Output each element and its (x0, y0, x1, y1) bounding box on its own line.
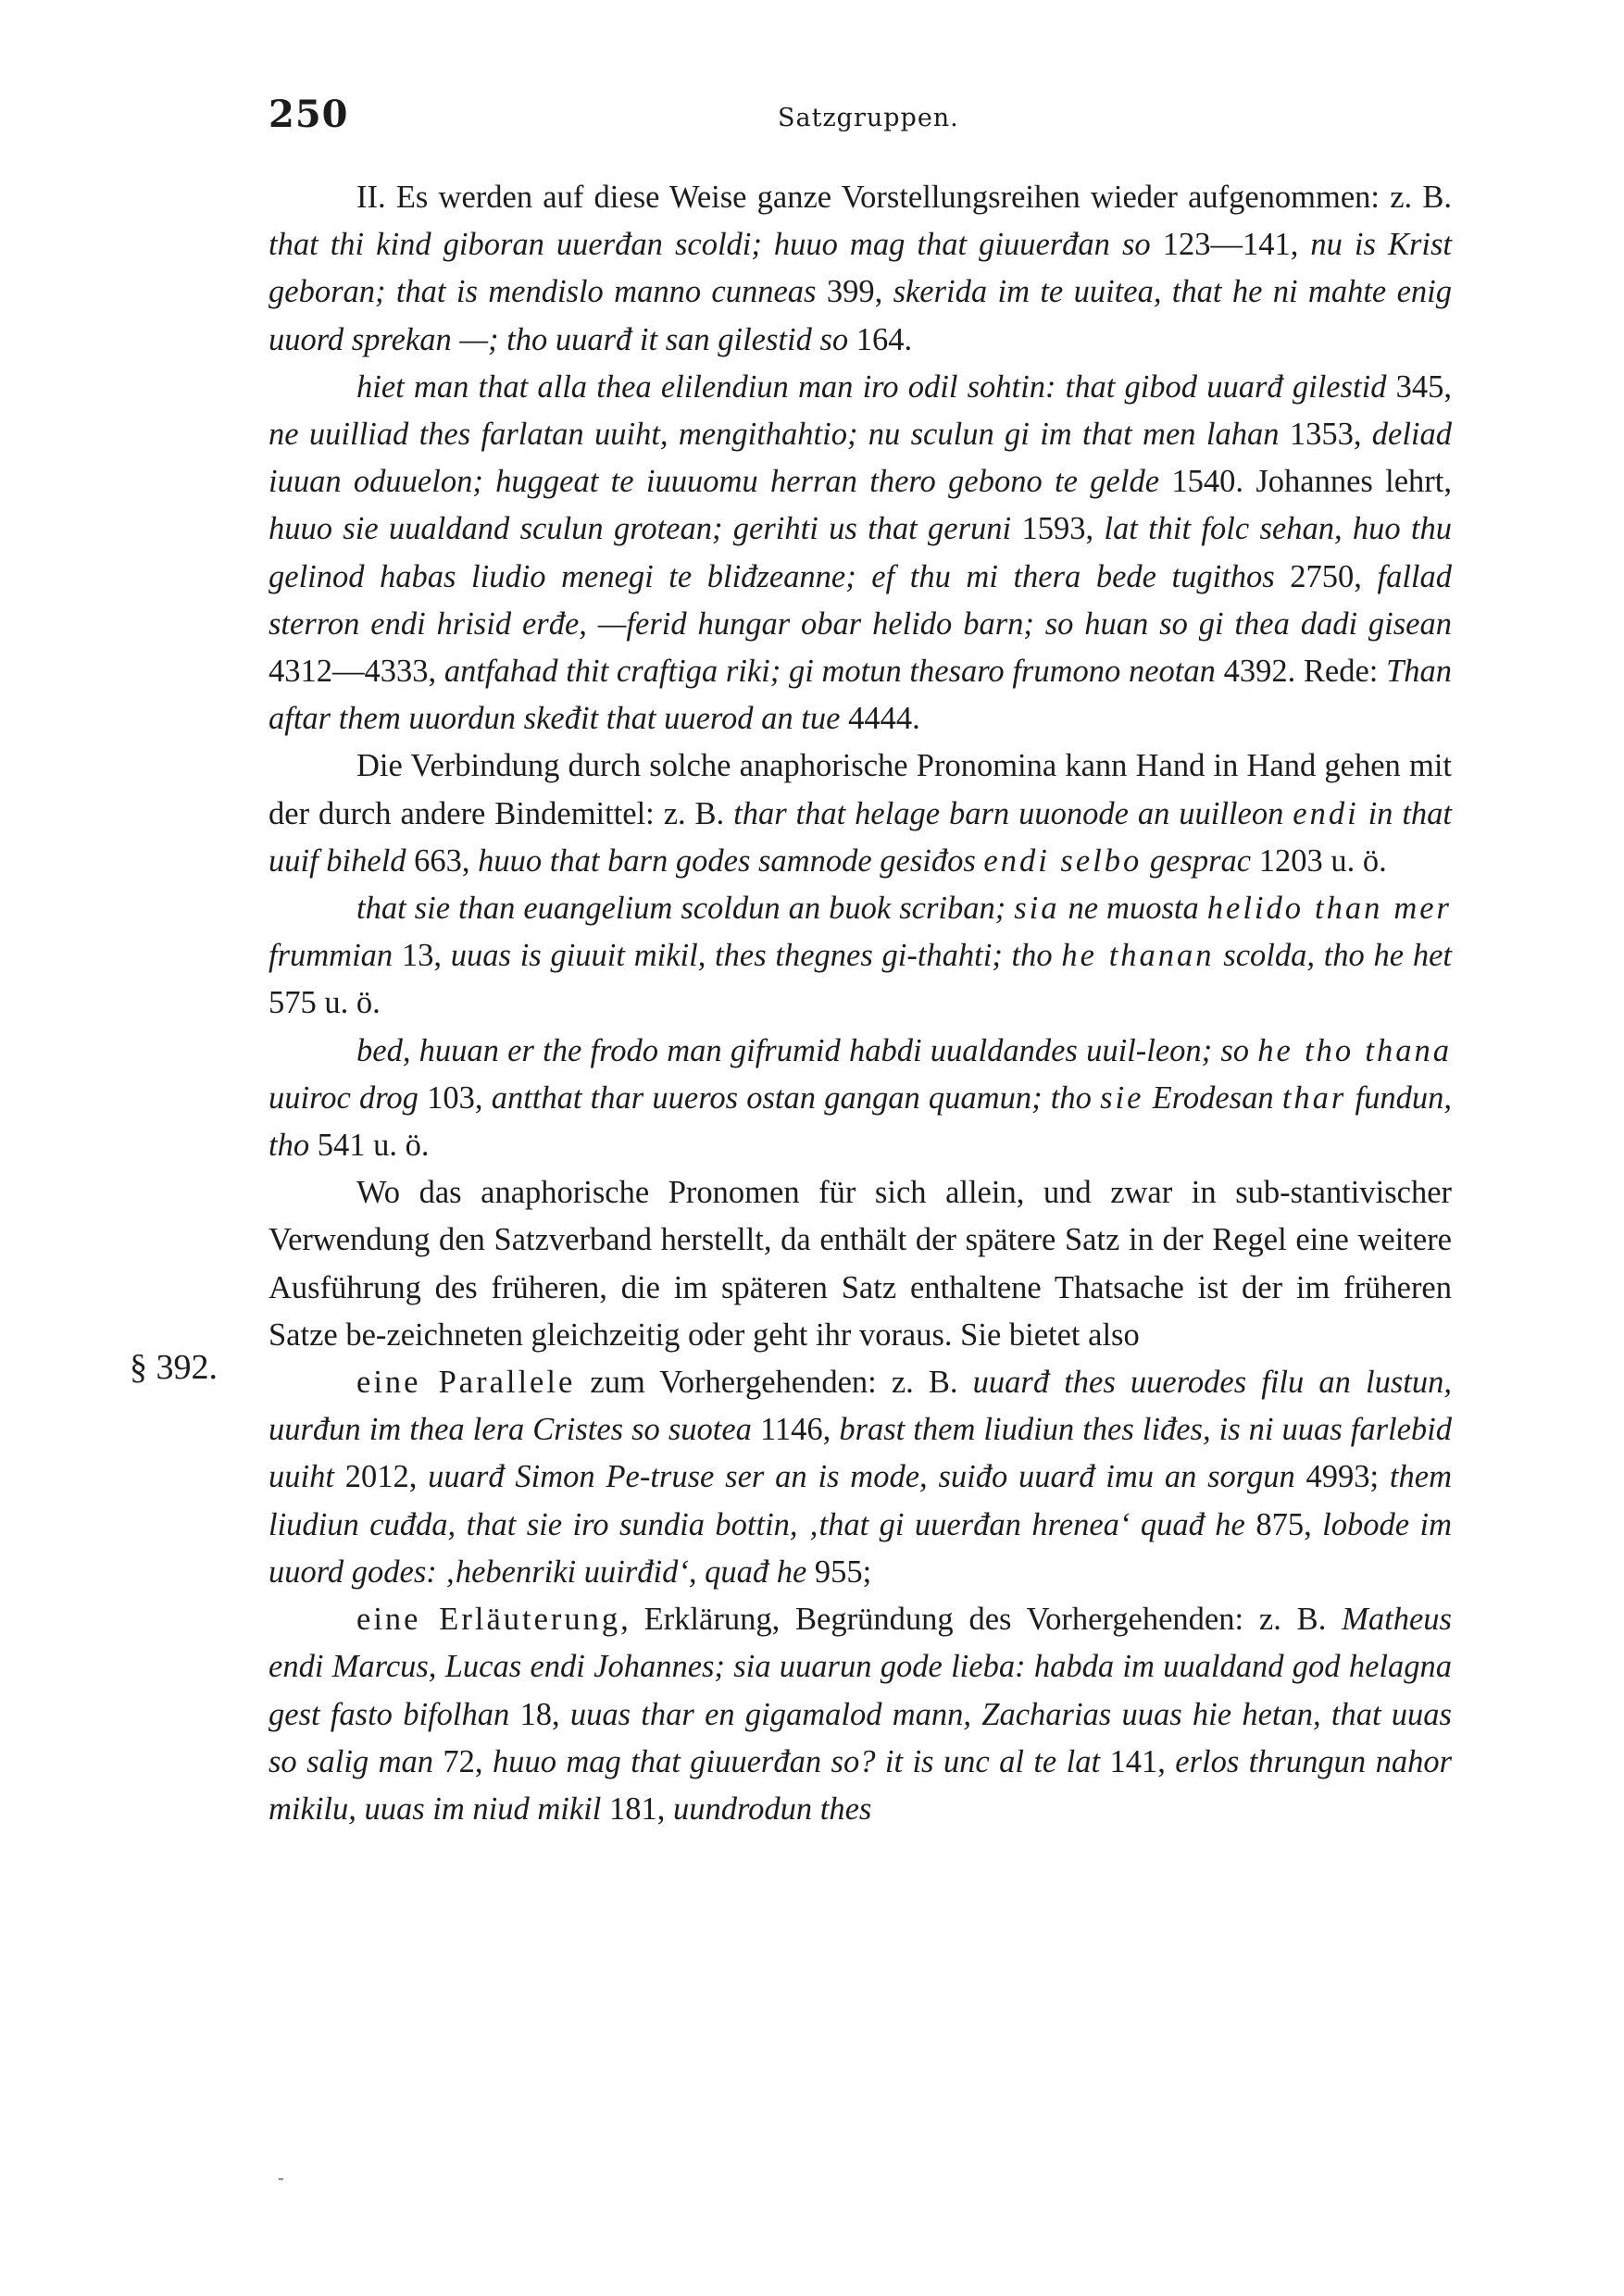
text-run: 181, (608, 1791, 673, 1827)
text-run: 164. (856, 321, 913, 357)
quoted-text: huuo mag that giuuerđan so? it is unc al te lat (492, 1743, 1110, 1779)
quoted-text: skerida im te uuitea, that he ni mahte enig uuord sprekan —; tho uuarđ it san gilestid so (269, 274, 1452, 357)
text-run: eine Erläuterung (356, 1602, 621, 1638)
text-run: 541 u. ö. (317, 1128, 430, 1164)
page-header (269, 93, 1452, 148)
text-run: 4444. (848, 701, 920, 737)
paragraph-8 (269, 1596, 1452, 1833)
quoted-text: brast them liudiun thes liđes, is ni uuas farlebid uuiht (269, 1412, 1452, 1495)
quoted-text: erlos thrungun nahor mikilu, uuas im niud mikil (269, 1743, 1453, 1827)
quoted-text: that sie than euangelium scoldun an buok scriban; (356, 891, 1015, 927)
paragraph-3 (269, 742, 1452, 885)
text-run: 2750, (1290, 558, 1378, 594)
text-run: 663, (414, 842, 479, 879)
text-run: 123—141, (1162, 227, 1311, 263)
paragraph-2 (269, 364, 1452, 743)
quoted-text: antfahad thit craftiga riki; gi motun thesaro frumono neotan (443, 654, 1224, 690)
paragraph-1 (269, 174, 1452, 364)
quoted-text: bed, huuan er the frodo man gifrumid habdi uualdandes uuil-leon; so (356, 1032, 1258, 1068)
text-run: II. (356, 180, 396, 215)
quoted-text: nu is Krist geboran; that is mendislo manno cunneas (269, 227, 1453, 310)
text-run: Wo das anaphorische Pronomen für sich allein, und zwar in sub-stantivischer Verwendung den Satzverband herstellt, da enthält der spätere Satz in der Regel eine weitere Ausführung des früheren, die im späteren Satz enthaltene Thatsache ist der im früheren Satze be-zeichneten gleichzeitig oder geht ihr voraus. Sie bietet also (269, 1175, 1452, 1353)
text-run: zum Vorhergehenden: z. B. (575, 1365, 973, 1401)
text-run: 1353, (1289, 417, 1372, 453)
quoted-text: Erodesan (1143, 1079, 1282, 1116)
quoted-text: fundun, tho (269, 1079, 1452, 1164)
quoted-text: hiet man that alla thea elilendiun man iro odil sohtin: that gibod uuarđ gilestid (356, 368, 1396, 405)
quoted-text: frummian (269, 938, 402, 974)
quoted-text: in that (1358, 795, 1452, 831)
running-title: Satzgruppen. (778, 104, 959, 132)
text-run: 1540. Johannes lehrt, (1171, 464, 1452, 500)
quoted-text: he tho thana (1257, 1032, 1453, 1068)
quoted-text: scolda, tho he het (1214, 938, 1452, 974)
quoted-text: ne uuilliad thes farlatan uuiht, mengithahtio; nu sculun gi im that men lahan (269, 417, 1290, 453)
text-run: 18, (519, 1696, 570, 1732)
section-number: § 392. (130, 1348, 218, 1387)
quoted-text: that thi kind giboran uuerđan scoldi; huuo mag that giuuerđan so (269, 227, 1163, 263)
quoted-text: helido than mer (1206, 891, 1452, 927)
quoted-text: Than aftar them uuordun skeđit that uuerod an tue (269, 654, 1452, 737)
quoted-text: endi (1293, 795, 1359, 831)
quoted-text: uuarđ Simon Pe-truse ser an is mode, suiđo uuarđ imu an sorgun (428, 1459, 1306, 1495)
quoted-text: Matheus endi Marcus, Lucas endi Johannes; sia uuarun gode lieba: habda im uualdand god helagna gest fasto bifolhan (269, 1602, 1452, 1732)
text-run: 4392. Rede: (1223, 654, 1387, 690)
text-run: 4993; (1305, 1459, 1390, 1495)
text-run: , Erklärung, Begründung des Vorhergehenden: z. B. (620, 1602, 1343, 1638)
page-body (269, 174, 1452, 1833)
quoted-text: ne muosta (1059, 891, 1207, 927)
text-run: 575 u. ö. (269, 985, 381, 1021)
quoted-text: huuo sie uualdand sculun grotean; gerihti us that geruni (269, 511, 1022, 547)
text-run: 2012, (344, 1459, 429, 1495)
quoted-text: sia (1014, 891, 1060, 927)
quoted-text: lobode im uuord godes: ‚hebenriki uuirđid‘, quađ he (269, 1506, 1453, 1590)
text-run: Die Verbindung durch solche anaphorische Pronomina kann Hand in Hand gehen mit der durch andere Bindemittel: z. B. (269, 748, 1452, 831)
text-run: 72, (443, 1743, 493, 1779)
quoted-text: antthat thar uueros ostan gangan quamun; tho (491, 1079, 1101, 1116)
quoted-text: uuas is giuuit mikil, thes thegnes gi-thahti; tho (450, 938, 1062, 974)
text-run: 103, (427, 1079, 492, 1116)
text-run: 399, (826, 274, 893, 310)
quoted-text: endi selbo (983, 842, 1143, 879)
text-run: 13, (401, 938, 451, 974)
quoted-text: lat thit folc sehan, huo thu gelinod habas liudio menegi te bliđzeanne; ef thu mi thera bede tugithos (269, 511, 1453, 594)
text-run: 1203 u. ö. (1258, 842, 1387, 879)
quoted-text: them liudiun cuđda, that sie iro sundia bottin, ‚that gi uuerđan hrenea‘ quađ he (269, 1459, 1452, 1542)
text-run: 4312—4333, (269, 654, 444, 690)
quoted-text: he thanan (1061, 938, 1215, 974)
text-run: eine Parallele (356, 1365, 576, 1401)
quoted-text: gesprac (1142, 842, 1259, 879)
quoted-text: deliad iuuan oduuelon; huggeat te iuuuomu herran thero gebono te gelde (269, 417, 1453, 500)
text-run: 1593, (1021, 511, 1105, 547)
paragraph-4 (269, 885, 1452, 1028)
text-run: 955; (814, 1554, 872, 1590)
quoted-text: uuif biheld (269, 842, 415, 879)
quoted-text: thar that helage barn uuonode an uuilleon (733, 795, 1293, 831)
quoted-text: uuiroc drog (269, 1079, 428, 1116)
text-run: Es werden auf diese Weise ganze Vorstellungsreihen wieder aufgenommen: z. B. (395, 180, 1453, 215)
quoted-text: thar (1281, 1079, 1347, 1116)
page-number: 250 (269, 93, 349, 136)
paragraph-6 (269, 1169, 1452, 1359)
quoted-text: fallad sterron endi hrisid erđe, —ferid hungar obar helido barn; so huan so gi thea dadi gisean (269, 558, 1453, 642)
text-run: 1146, (759, 1412, 840, 1448)
quoted-text: uundrodun thes (672, 1791, 872, 1827)
text-run: 875, (1255, 1506, 1323, 1542)
quoted-text: sie (1100, 1079, 1144, 1116)
text-run: 345, (1395, 368, 1452, 405)
bottom-mark: - (278, 2166, 284, 2189)
quoted-text: uuas thar en gigamalod mann, Zacharias uuas hie hetan, that uuas so salig man (269, 1696, 1452, 1779)
quoted-text: uuarđ thes uuerodes filu an lustun, uurđun im thea lera Cristes so suotea (269, 1365, 1452, 1448)
paragraph-7 (269, 1359, 1452, 1596)
quoted-text: huuo that barn godes samnode gesiđos (478, 842, 984, 879)
text-run: 141, (1109, 1743, 1176, 1779)
paragraph-5 (269, 1028, 1452, 1170)
